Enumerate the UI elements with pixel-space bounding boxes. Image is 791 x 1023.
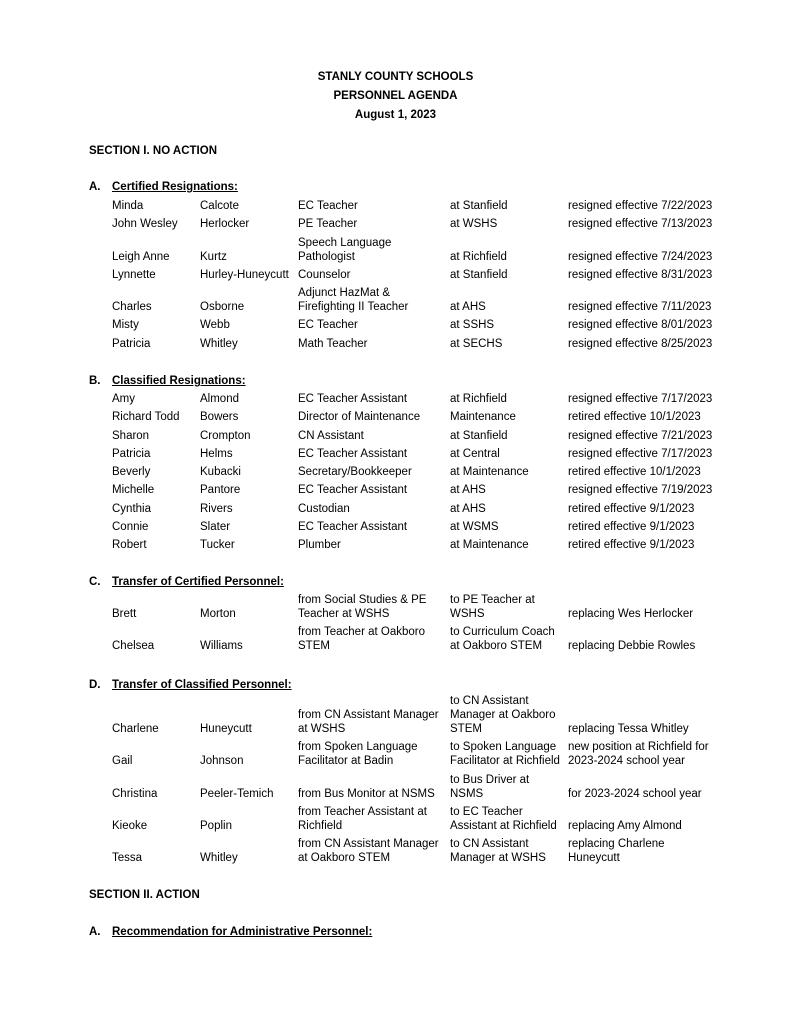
location-cell: at WSHS	[450, 218, 498, 231]
position-cell: Secretary/Bookkeeper	[298, 466, 412, 479]
district-name: STANLY COUNTY SCHOOLS	[317, 71, 474, 83]
location-cell: at Richfield	[450, 393, 507, 405]
transfer-classified-table	[0, 694, 791, 869]
last-name-cell: Osborne	[200, 301, 245, 314]
position-cell: Director of Maintenance	[298, 411, 421, 424]
location-cell: at AHS	[450, 502, 486, 515]
status-cell: resigned effective 7/13/2023	[568, 218, 713, 231]
subsection-title-certified-resignations: Certified Resignations:	[112, 181, 238, 193]
status-cell: resigned effective 8/25/2023	[568, 337, 713, 350]
status-cell: resigned effective 7/22/2023	[568, 200, 713, 212]
position-cell: EC Teacher	[298, 200, 358, 212]
table-row	[0, 837, 791, 869]
first-name-cell: Kieoke	[112, 819, 148, 832]
location-cell: at Stanfield	[450, 200, 508, 212]
last-name-cell: Tucker	[200, 539, 235, 552]
location-cell: to EC Teacher Assistant at Richfield	[450, 805, 557, 832]
subsection-letter: B.	[89, 375, 101, 387]
table-row	[0, 538, 791, 556]
table-row	[0, 465, 791, 483]
certified-resignations-table	[0, 199, 791, 355]
location-cell: to Spoken Language Facilitator at Richfield	[450, 741, 560, 768]
position-cell: Custodian	[298, 502, 350, 515]
status-cell: resigned effective 7/17/2023	[568, 447, 713, 460]
first-name-cell: Lynnette	[112, 268, 156, 281]
last-name-cell: Morton	[200, 608, 236, 620]
subsection-letter: C.	[89, 576, 101, 588]
location-cell: at AHS	[450, 484, 486, 497]
status-cell: resigned effective 8/01/2023	[568, 319, 713, 332]
last-name-cell: Herlocker	[200, 218, 250, 231]
first-name-cell: Gail	[112, 755, 133, 768]
table-row	[0, 502, 791, 520]
last-name-cell: Pantore	[200, 484, 241, 497]
location-cell: at Central	[450, 447, 500, 460]
last-name-cell: Kurtz	[200, 250, 227, 263]
table-row	[0, 429, 791, 447]
status-cell: resigned effective 7/17/2023	[568, 393, 713, 405]
location-cell: to PE Teacher at WSHS	[450, 594, 535, 620]
status-cell: resigned effective 7/24/2023	[568, 250, 713, 263]
last-name-cell: Crompton	[200, 429, 251, 442]
first-name-cell: Cynthia	[112, 502, 151, 515]
location-cell: at Richfield	[450, 250, 507, 263]
first-name-cell: Connie	[112, 521, 149, 534]
subsection-title-administrative: Recommendation for Administrative Personnel:	[112, 926, 373, 938]
position-cell: CN Assistant	[298, 429, 364, 442]
status-cell: replacing Tessa Whitley	[568, 723, 689, 735]
location-cell: at WSMS	[450, 521, 499, 534]
subsection-letter: A.	[89, 181, 101, 193]
position-cell: Speech Language Pathologist	[298, 236, 392, 263]
table-row	[0, 268, 791, 286]
first-name-cell: Chelsea	[112, 640, 155, 653]
first-name-cell: Patricia	[112, 447, 151, 460]
position-cell: from Bus Monitor at NSMS	[298, 787, 435, 800]
table-row	[0, 593, 791, 625]
status-cell: retired effective 10/1/2023	[568, 411, 701, 424]
first-name-cell: Michelle	[112, 484, 155, 497]
location-cell: at SECHS	[450, 337, 503, 350]
table-row	[0, 694, 791, 740]
position-cell: from Teacher Assistant at Richfield	[298, 805, 427, 832]
first-name-cell: Richard Todd	[112, 411, 180, 424]
position-cell: EC Teacher	[298, 319, 358, 332]
last-name-cell: Bowers	[200, 411, 239, 424]
subsection-title-transfer-classified: Transfer of Classified Personnel:	[112, 679, 292, 691]
position-cell: Plumber	[298, 539, 341, 552]
position-cell: Adjunct HazMat & Firefighting II Teacher	[298, 287, 409, 314]
location-cell: at Maintenance	[450, 466, 529, 479]
table-row	[0, 318, 791, 336]
status-cell: retired effective 9/1/2023	[568, 521, 695, 534]
location-cell: to Curriculum Coach at Oakboro STEM	[450, 626, 555, 653]
table-row	[0, 447, 791, 465]
location-cell: at Stanfield	[450, 268, 508, 281]
status-cell: resigned effective 7/11/2023	[568, 301, 712, 314]
last-name-cell: Huneycutt	[200, 723, 252, 735]
last-name-cell: Slater	[200, 521, 231, 534]
last-name-cell: Poplin	[200, 819, 232, 832]
status-cell: replacing Amy Almond	[568, 819, 682, 832]
table-row	[0, 199, 791, 217]
classified-resignations-table	[0, 392, 791, 557]
position-cell: PE Teacher	[298, 218, 358, 231]
first-name-cell: Beverly	[112, 466, 151, 479]
location-cell: to Bus Driver at NSMS	[450, 773, 530, 800]
first-name-cell: Christina	[112, 787, 158, 800]
last-name-cell: Williams	[200, 640, 243, 653]
location-cell: at AHS	[450, 301, 486, 314]
status-cell: retired effective 9/1/2023	[568, 502, 695, 515]
table-row	[0, 483, 791, 501]
position-cell: from CN Assistant Manager at WSHS	[298, 709, 439, 735]
position-cell: EC Teacher Assistant	[298, 484, 408, 497]
first-name-cell: Sharon	[112, 429, 150, 442]
first-name-cell: Leigh Anne	[112, 250, 170, 263]
position-cell: EC Teacher Assistant	[298, 447, 408, 460]
first-name-cell: Amy	[112, 393, 135, 405]
table-row	[0, 805, 791, 837]
last-name-cell: Peeler-Temich	[200, 787, 274, 800]
table-row	[0, 217, 791, 235]
position-cell: from Social Studies & PE Teacher at WSHS	[298, 594, 427, 620]
section-2-title: SECTION II. ACTION	[89, 889, 200, 901]
last-name-cell: Whitley	[200, 337, 238, 350]
subsection-title-classified-resignations: Classified Resignations:	[112, 375, 246, 387]
first-name-cell: Brett	[112, 608, 137, 620]
status-cell: replacing Debbie Rowles	[568, 640, 696, 653]
first-name-cell: Minda	[112, 200, 144, 212]
agenda-date: August 1, 2023	[354, 109, 437, 121]
agenda-title: PERSONNEL AGENDA	[333, 90, 458, 102]
status-cell: retired effective 10/1/2023	[568, 466, 701, 479]
last-name-cell: Kubacki	[200, 466, 241, 479]
status-cell: new position at Richfield for 2023-2024 school year	[568, 741, 709, 768]
last-name-cell: Whitley	[200, 852, 238, 865]
location-cell: to CN Assistant Manager at WSHS	[450, 838, 546, 865]
status-cell: replacing Wes Herlocker	[568, 608, 694, 620]
subsection-letter: A.	[89, 926, 101, 938]
table-row	[0, 337, 791, 355]
table-row	[0, 520, 791, 538]
subsection-letter: D.	[89, 679, 101, 691]
first-name-cell: Charlene	[112, 723, 159, 735]
last-name-cell: Calcote	[200, 200, 239, 212]
first-name-cell: Charles	[112, 301, 152, 314]
last-name-cell: Helms	[200, 447, 233, 460]
table-row	[0, 625, 791, 657]
table-row	[0, 740, 791, 772]
table-row	[0, 392, 791, 410]
status-cell: for 2023-2024 school year	[568, 787, 702, 800]
position-cell: EC Teacher Assistant	[298, 521, 408, 534]
first-name-cell: John Wesley	[112, 218, 178, 231]
status-cell: resigned effective 7/21/2023	[568, 429, 713, 442]
subsection-title-transfer-certified: Transfer of Certified Personnel:	[112, 576, 284, 588]
position-cell: EC Teacher Assistant	[298, 393, 408, 405]
section-1-title: SECTION I. NO ACTION	[89, 145, 217, 157]
location-cell: at Maintenance	[450, 539, 529, 552]
last-name-cell: Johnson	[200, 755, 244, 768]
table-row	[0, 410, 791, 428]
first-name-cell: Tessa	[112, 852, 143, 865]
status-cell: resigned effective 7/19/2023	[568, 484, 713, 497]
location-cell: at Stanfield	[450, 429, 508, 442]
last-name-cell: Hurley-Huneycutt	[200, 268, 289, 281]
position-cell: from CN Assistant Manager at Oakboro STEM	[298, 838, 439, 865]
first-name-cell: Robert	[112, 539, 147, 552]
position-cell: Math Teacher	[298, 337, 368, 350]
status-cell: resigned effective 8/31/2023	[568, 268, 713, 281]
last-name-cell: Rivers	[200, 502, 233, 515]
table-row	[0, 286, 791, 318]
position-cell: from Spoken Language Facilitator at Badin	[298, 741, 418, 768]
location-cell: to CN Assistant Manager at Oakboro STEM	[450, 695, 556, 735]
table-row	[0, 773, 791, 805]
status-cell: retired effective 9/1/2023	[568, 539, 695, 552]
last-name-cell: Webb	[200, 319, 230, 332]
first-name-cell: Patricia	[112, 337, 151, 350]
position-cell: from Teacher at Oakboro STEM	[298, 626, 425, 653]
first-name-cell: Misty	[112, 319, 139, 332]
last-name-cell: Almond	[200, 393, 239, 405]
position-cell: Counselor	[298, 268, 351, 281]
table-row	[0, 236, 791, 268]
status-cell: replacing Charlene Huneycutt	[568, 838, 665, 865]
location-cell: Maintenance	[450, 411, 516, 424]
transfer-certified-table	[0, 593, 791, 658]
location-cell: at SSHS	[450, 319, 495, 332]
